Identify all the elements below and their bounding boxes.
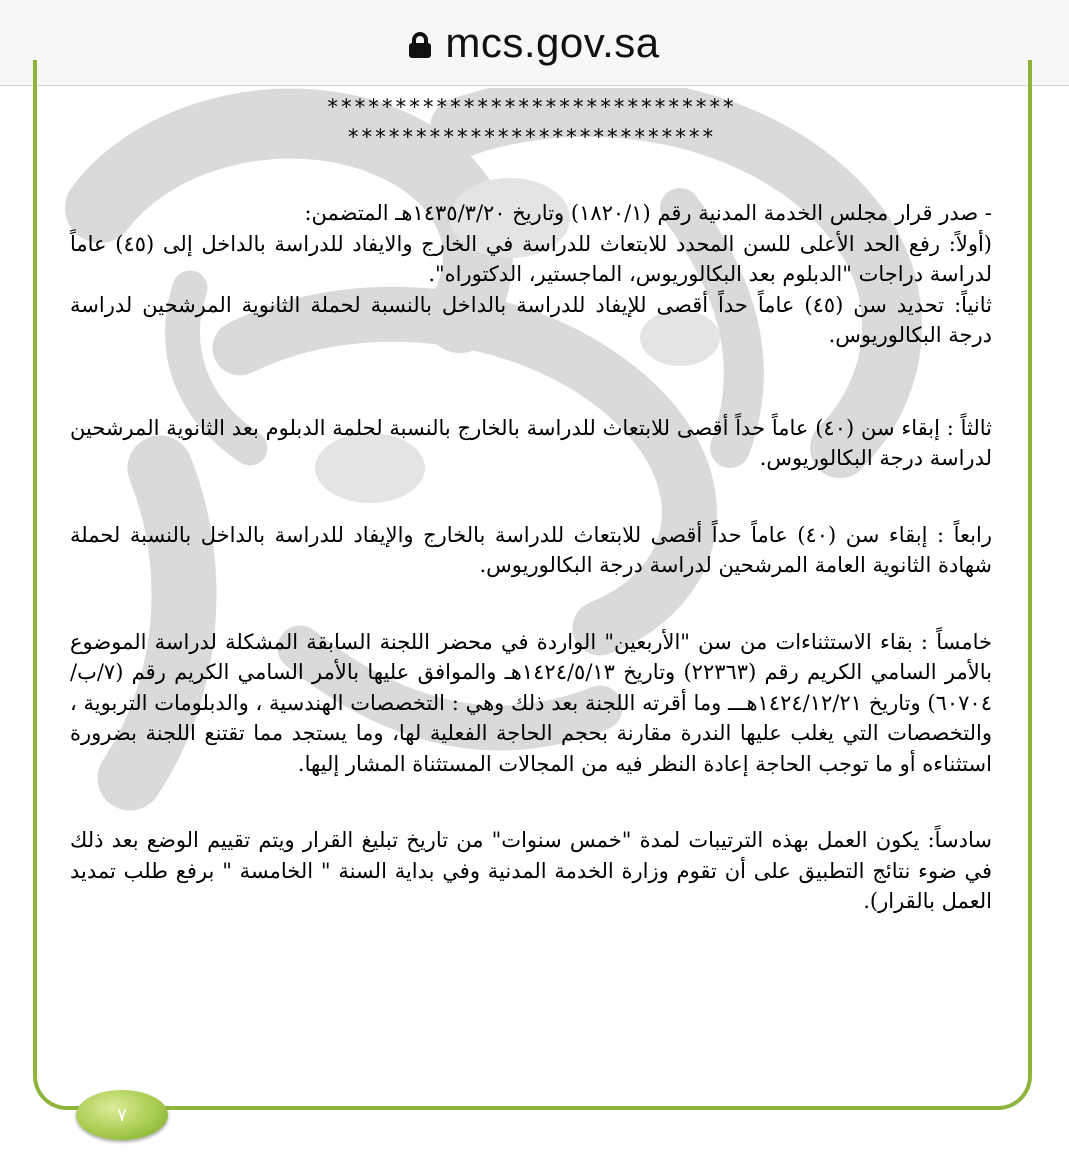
intro-paragraph: - صدر قرار مجلس الخدمة المدنية رقم (١٨٢٠/١) وتاريخ ١٤٣٥/٣/٢٠هـ المتضمن: <box>304 201 992 225</box>
stars-separator-2: *************************** <box>346 125 716 149</box>
clause-third: ثالثاً : إبقاء سن (٤٠) عاماً حداً أقصى للابتعاث للدراسة بالخارج بالنسبة لحلمة الدبلوم بعد الثانوية المرشحين لدراسة درجة البكالوريوس. <box>70 415 992 470</box>
document-body <box>70 92 992 917</box>
clause-fourth: رابعاً : إبقاء سن (٤٠) عاماً حداً أقصى للابتعاث للدراسة بالخارج والإيفاد للدراسة بالداخل بالنسبة لحملة شهادة الثانوية العامة المرشحين لدراسة درجة البكالوريوس. <box>70 522 992 577</box>
clause-first: (أولاً: رفع الحد الأعلى للسن المحدد للابتعاث للدراسة في الخارج والايفاد للدراسة بالداخل إلى (٤٥) عاماً لدراسة دراجات "الدبلوم بعد البكالوريوس، الماجستير، الدكتوراه". <box>70 231 992 286</box>
url-text[interactable]: mcs.gov.sa <box>445 18 660 66</box>
stars-separator-1: ****************************** <box>326 95 736 119</box>
lock-icon <box>409 32 431 58</box>
clause-sixth: سادساً: يكون العمل بهذه الترتيبات لمدة "خمس سنوات" من تاريخ تبليغ القرار ويتم تقييم الوضع بعد ذلك في ضوء نتائج التطبيق على أن تقوم وزارة الخدمة المدنية وفي بداية السنة " الخامسة " برفع طلب تمديد العمل بالقرار). <box>70 828 992 913</box>
clause-second: ثانياً: تحديد سن (٤٥) عاماً حداً أقصى للإيفاد للدراسة بالداخل بالنسبة لحملة الثانوية المرشحين لدراسة درجة البكالوريوس. <box>70 292 992 347</box>
clause-fifth: خامساً : بقاء الاستثناءات من سن "الأربعين" الواردة في محضر اللجنة السابقة المشكلة لدراسة الموضوع بالأمر السامي الكريم رقم (٢٢٣٦٣) وتاريخ ١٤٢٤/٥/١٣هـ والموافق عليها بالأمر السامي الكريم رقم (٧/ب/٦٠٧٠٤) وتاريخ ١٤٢٤/١٢/٢١هـــ وما أقرته اللجنة بعد ذلك وهي : التخصصات الهندسية ، والدبلومات التربوية ، والتخصصات التي يغلب عليها الندرة مقارنة بحجم الحاجة الفعلية لها، وما يستجد مما تقتنع اللجنة بضرورة استثناءه أو ما توجب الحاجة إعادة النظر فيه من المجالات المستثناة المشار إليها. <box>70 629 992 776</box>
page-number-badge: ٧ <box>76 1090 168 1140</box>
